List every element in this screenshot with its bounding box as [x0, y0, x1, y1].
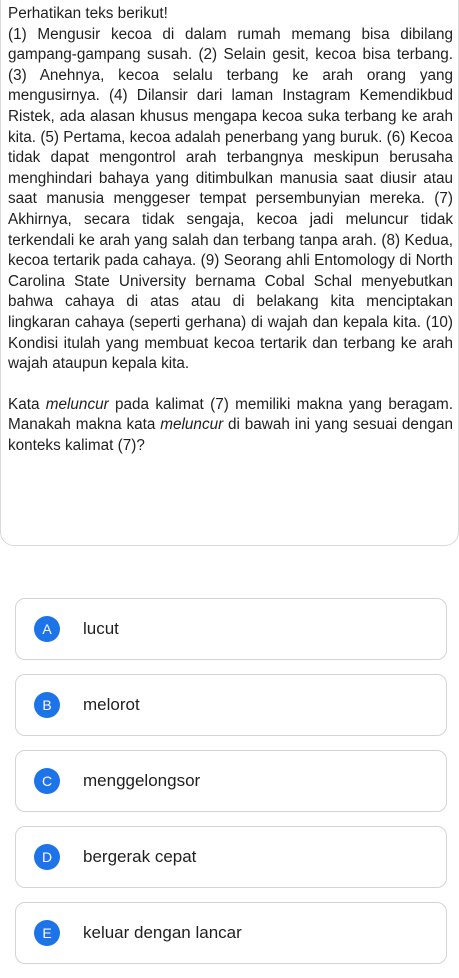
- option-e[interactable]: [15, 902, 447, 964]
- question-prompt: [8, 395, 453, 457]
- option-d[interactable]: [15, 826, 447, 888]
- option-label: melorot: [83, 695, 140, 714]
- option-c[interactable]: [15, 750, 447, 812]
- option-letter-badge: B: [34, 692, 60, 718]
- prompt-text-3: di bawah ini yang sesuai dengan konteks kalimat (7)?: [8, 416, 453, 454]
- prompt-keyword-2: meluncur: [160, 416, 224, 434]
- option-letter-badge: C: [34, 768, 60, 794]
- option-a[interactable]: [15, 598, 447, 660]
- option-label: lucut: [83, 619, 119, 638]
- prompt-text-1: Kata: [8, 395, 46, 413]
- option-b[interactable]: [15, 674, 447, 736]
- question-intro: Perhatikan teks berikut!: [8, 5, 168, 22]
- option-label: menggelongsor: [83, 771, 201, 790]
- option-label: bergerak cepat: [83, 847, 197, 866]
- option-letter-badge: D: [34, 844, 60, 870]
- prompt-keyword-1: meluncur: [45, 395, 109, 413]
- option-letter-badge: E: [34, 920, 60, 946]
- option-letter-badge: A: [34, 616, 60, 642]
- question-passage: (1) Mengusir kecoa di dalam rumah memang bisa dibilang gampang-gampang susah. (2) Selain gesit, kecoa bisa terbang. (3) Anehnya, kecoa selalu terbang ke arah orang yang mengusirnya. (4) Dilansir dari laman Instagram Kemendikbud Ristek, ada alasan khusus mengapa kecoa suka terbang ke arah kita. (5) Pertama, kecoa adalah penerbang yang buruk. (6) Kecoa tidak dapat mengontrol arah terbangnya meskipun berusaha menghindari bahaya yang ditimbulkan manusia saat diusir atau saat manusia menggeser tempat persembunyian mereka. (7) Akhirnya, secara tidak sengaja, kecoa jadi meluncur tidak terkendali ke arah yang salah dan terbang tanpa arah. (8) Kedua, kecoa tertarik pada cahaya. (9) Seorang ahli Entomology di North Carolina State University bernama Cobal Schal menyebutkan bahwa cahaya di atas atau di belakang kita menciptakan lingkaran cahaya (seperti gerhana) di wajah dan kepala kita. (10) Kondisi itulah yang membuat kecoa tertarik dan terbang ke arah wajah ataupun kepala kita.: [8, 25, 453, 373]
- answer-options: [15, 598, 447, 978]
- prompt-text-2: pada kalimat (7) memiliki makna yang beragam. Manakah makna kata: [8, 395, 453, 434]
- option-label: keluar dengan lancar: [83, 923, 242, 942]
